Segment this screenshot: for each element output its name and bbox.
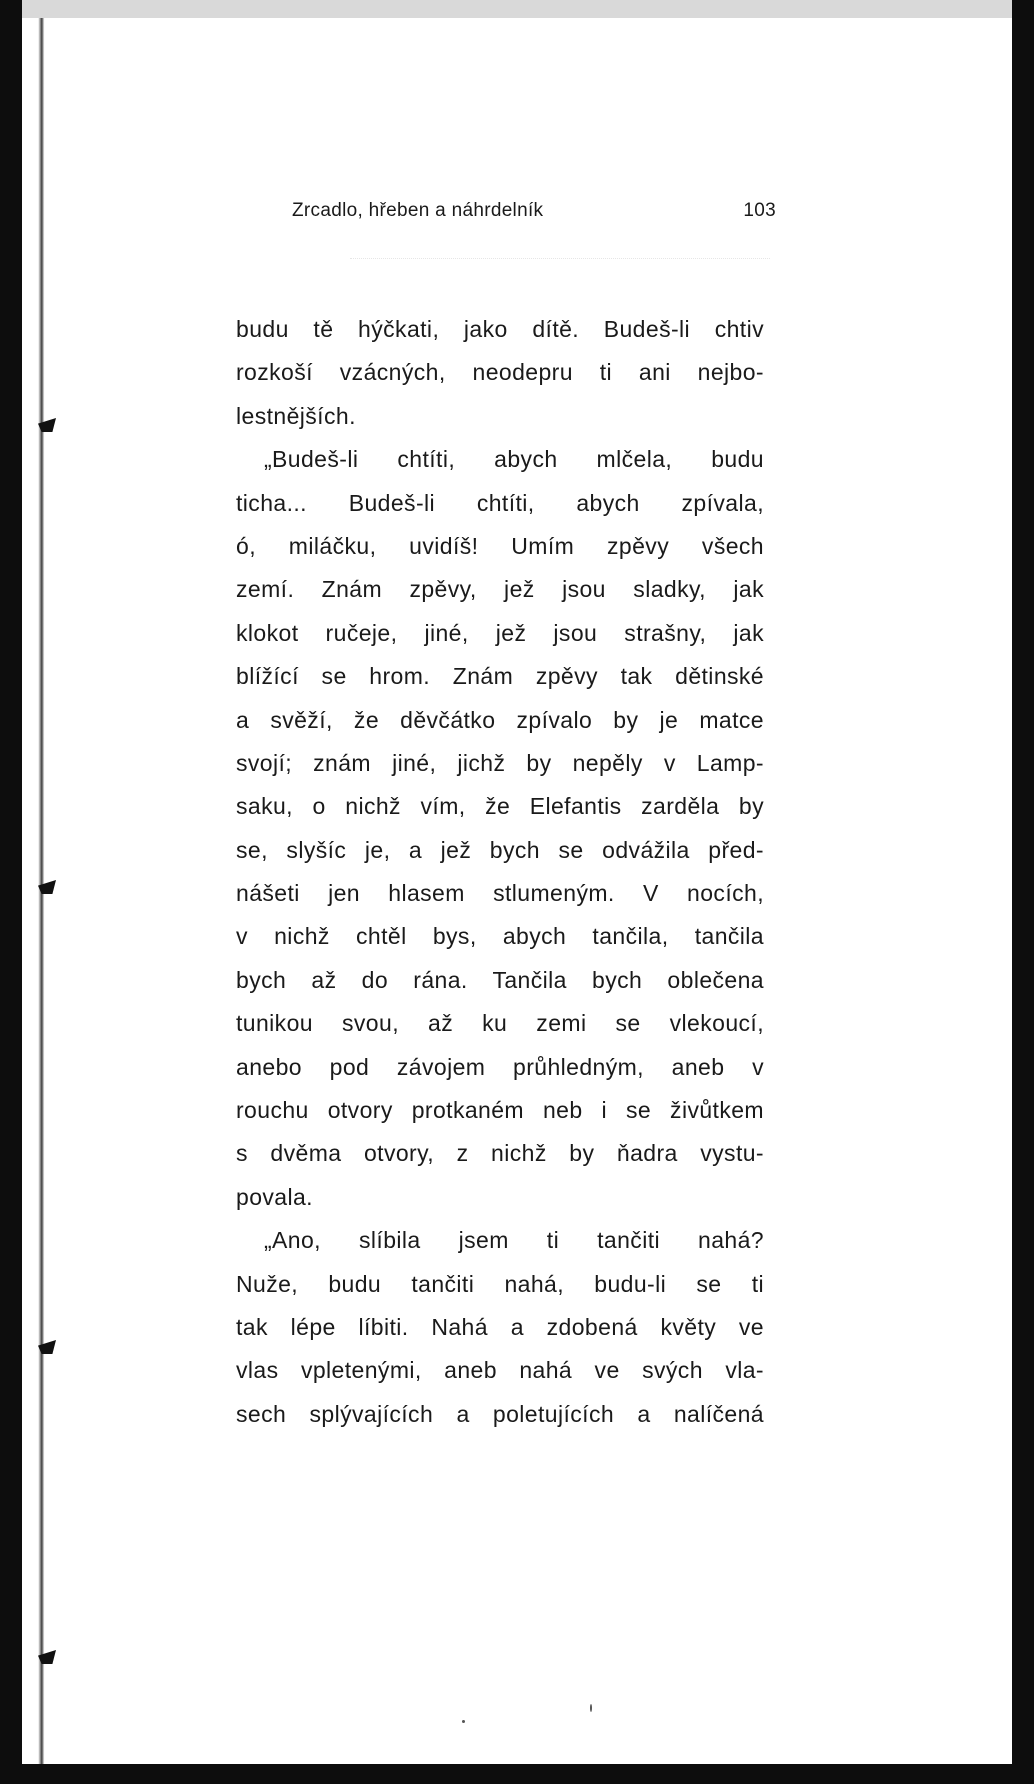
text-line: s dvěma otvory, z nichž by ňadra vystu- bbox=[236, 1140, 764, 1167]
text-line: sech splývajících a poletujících a nalíčená bbox=[236, 1400, 764, 1427]
text-line: anebo pod závojem průhledným, aneb v bbox=[236, 1053, 764, 1080]
text-line: nášeti jen hlasem stlumeným. V nocích, bbox=[236, 880, 764, 907]
text-line: Nuže, budu tančiti nahá, budu-li se ti bbox=[236, 1270, 764, 1297]
body-text bbox=[236, 308, 764, 1436]
text-line: se, slyšíc je, a jež bych se odvážila před- bbox=[236, 836, 764, 863]
running-title: Zrcadlo, hřeben a náhrdelník bbox=[292, 200, 544, 221]
text-line: „Ano, slíbila jsem ti tančiti nahá? bbox=[264, 1227, 764, 1254]
text-line: „Budeš-li chtíti, abych mlčela, budu bbox=[264, 446, 764, 473]
dust-speck bbox=[462, 1720, 465, 1723]
text-line: rozkoší vzácných, neodepru ti ani nejbo- bbox=[236, 359, 764, 386]
text-line: ó, miláčku, uvidíš! Umím zpěvy všech bbox=[236, 532, 764, 559]
header-rule bbox=[350, 258, 770, 260]
running-header bbox=[292, 200, 776, 222]
text-line: povala. bbox=[236, 1183, 313, 1210]
text-line: tunikou svou, až ku zemi se vlekoucí, bbox=[236, 1010, 764, 1037]
text-line: blížící se hrom. Znám zpěvy tak dětinské bbox=[236, 663, 764, 690]
scan-top-edge bbox=[0, 0, 1034, 18]
dust-speck bbox=[590, 1704, 592, 1712]
text-line: tak lépe líbiti. Nahá a zdobená květy ve bbox=[236, 1313, 764, 1340]
text-line: klokot ručeje, jiné, jež jsou strašny, jak bbox=[236, 619, 764, 646]
scan-bottom-edge bbox=[0, 1764, 1034, 1784]
text-line: vlas vpletenými, aneb nahá ve svých vla- bbox=[236, 1357, 764, 1384]
text-line: bych až do rána. Tančila bych oblečena bbox=[236, 966, 764, 993]
text-line: zemí. Znám zpěvy, jež jsou sladky, jak bbox=[236, 576, 764, 603]
text-line: svojí; znám jiné, jichž by nepěly v Lamp- bbox=[236, 749, 764, 776]
text-line: lestnějších. bbox=[236, 402, 356, 429]
scan-left-edge bbox=[0, 0, 22, 1784]
text-line: v nichž chtěl bys, abych tančila, tančila bbox=[236, 923, 764, 950]
text-line: rouchu otvory protkaném neb i se živůtkem bbox=[236, 1097, 764, 1124]
text-line: saku, o nichž vím, že Elefantis zarděla by bbox=[236, 793, 764, 820]
text-line: budu tě hýčkati, jako dítě. Budeš-li chtiv bbox=[236, 316, 764, 342]
page-number: 103 bbox=[743, 200, 776, 221]
text-line: a svěží, že děvčátko zpívalo by je matce bbox=[236, 706, 764, 733]
text-line: ticha... Budeš-li chtíti, abych zpívala, bbox=[236, 489, 764, 516]
scan-right-edge bbox=[1012, 0, 1034, 1784]
